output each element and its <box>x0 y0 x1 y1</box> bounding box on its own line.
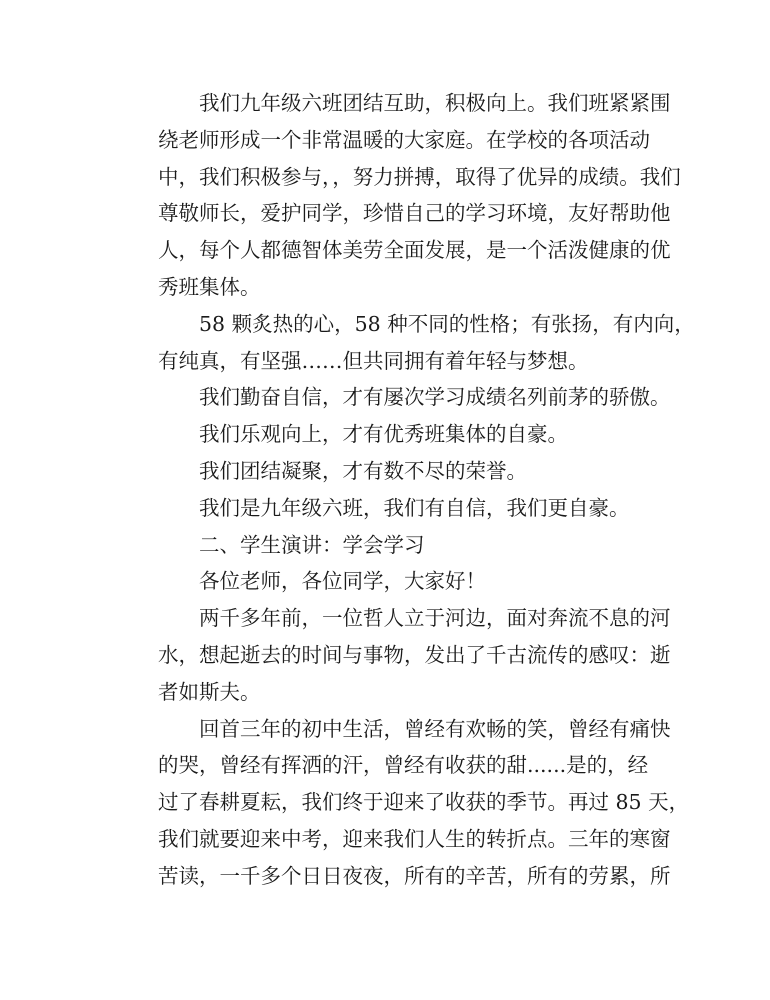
text-line: 我们是九年级六班，我们有自信，我们更自豪。 <box>199 495 630 520</box>
paragraph-diligent <box>117 379 671 416</box>
text-line: 水，想起逝去的时间与事物，发出了千古流传的感叹：逝 <box>158 642 671 667</box>
paragraph-philosopher <box>117 600 671 710</box>
text-line: 我们就要迎来中考，迎来我们人生的转折点。三年的寒窗 <box>158 826 671 851</box>
section-heading <box>117 527 660 564</box>
text-line: 回首三年的初中生活，曾经有欢畅的笑，曾经有痛快 <box>199 716 671 741</box>
text-line: 有纯真，有坚强……但共同拥有着年轻与梦想。 <box>158 348 589 373</box>
text-line: 过了春耕夏耘，我们终于迎来了收获的季节。再过 85 天， <box>158 790 690 815</box>
text-line: 者如斯夫。 <box>158 679 261 704</box>
text-line: 绕老师形成一个非常温暖的大家庭。在学校的各项活动 <box>158 127 650 152</box>
text-line: 苦读，一千多个日日夜夜，所有的辛苦，所有的劳累，所 <box>158 863 671 888</box>
text-line: 的哭，曾经有挥洒的汗，曾经有收获的甜......是的，经 <box>158 753 649 778</box>
text-line: 我们团结凝聚，才有数不尽的荣誉。 <box>199 458 527 483</box>
text-line: 两千多年前，一位哲人立于河边，面对奔流不息的河 <box>199 606 671 631</box>
paragraph-proud <box>117 490 660 527</box>
text-line: 人，每个人都德智体美劳全面发展，是一个活泼健康的优 <box>158 238 671 263</box>
text-line: 我们乐观向上，才有优秀班集体的自豪。 <box>199 422 568 447</box>
paragraph-united <box>117 453 660 490</box>
paragraph-optimistic <box>117 416 660 453</box>
paragraph-greeting <box>117 563 660 600</box>
paragraph-58-hearts <box>117 306 695 380</box>
text-line: 58 颗炙热的心，58 种不同的性格；有张扬，有内向， <box>199 311 695 336</box>
paragraph-class-intro <box>117 85 681 306</box>
text-line: 秀班集体。 <box>158 274 261 299</box>
document-body <box>117 85 695 895</box>
text-line: 中，我们积极参与，，努力拼搏，取得了优异的成绩。我们 <box>158 164 681 189</box>
section-heading-text: 二、学生演讲：学会学习 <box>199 532 425 557</box>
text-line: 我们九年级六班团结互助，积极向上。我们班紧紧围 <box>199 91 671 115</box>
text-line: 各位老师，各位同学，大家好！ <box>199 569 486 594</box>
text-line: 我们勤奋自信，才有屡次学习成绩名列前茅的骄傲。 <box>199 385 671 410</box>
paragraph-looking-back <box>117 711 690 895</box>
text-line: 尊敬师长，爱护同学，珍惜自己的学习环境，友好帮助他 <box>158 201 671 226</box>
